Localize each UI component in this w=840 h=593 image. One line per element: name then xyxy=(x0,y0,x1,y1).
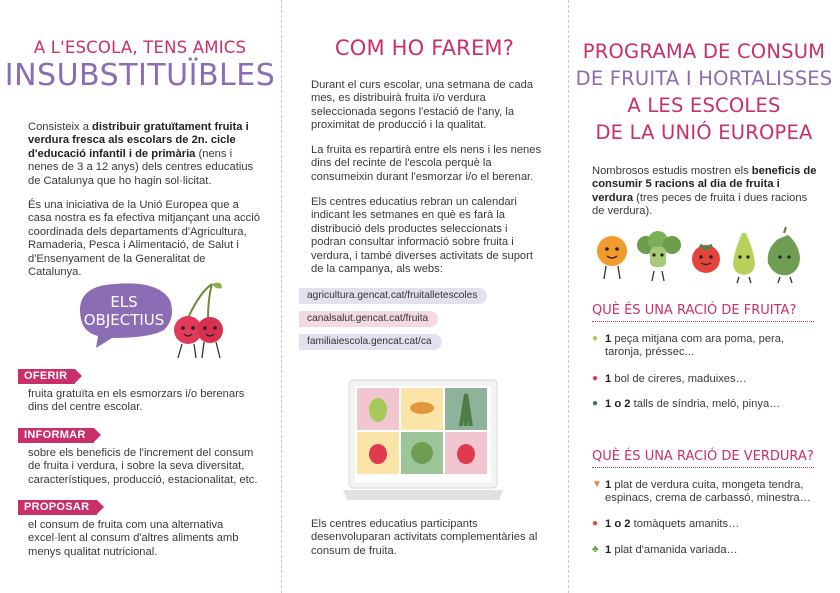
orange-character-icon xyxy=(597,236,627,279)
distribution-paragraph: Durant el curs escolar, una setmana de cada mes, es distribuirà fruita i/o verdura seleccionada segons l'estació de l'any, la proximitat de producció i la qualitat. xyxy=(311,79,534,132)
vegetables-illustration xyxy=(588,225,820,285)
school-paragraph: La fruita es repartirà entre els nens i les nenes dins del recinte de l'escola perquè la consumeixin durant l'esmorzar i/o el berenar. xyxy=(311,144,542,183)
title-line: PROGRAMA DE CONSUM xyxy=(582,40,826,63)
panel-title: INSUBSTITUÏBLES xyxy=(4,58,276,93)
middle-panel xyxy=(281,0,568,593)
heading-underline xyxy=(592,321,814,322)
title-line: A LES ESCOLES xyxy=(627,94,781,117)
web-link[interactable]: familiaiescola.gencat.cat/ca xyxy=(299,334,442,350)
laptop-illustration xyxy=(343,378,503,508)
bubble-line-1: ELS xyxy=(110,293,138,311)
broccoli-character-icon xyxy=(637,231,681,281)
broccoli-icon: ♣ xyxy=(592,544,599,555)
panel-subtitle: A L'ESCOLA, TENS AMICS xyxy=(33,38,247,57)
heading-underline xyxy=(592,467,814,468)
panel-title: COM HO FAREM? xyxy=(334,36,515,60)
carrot-icon xyxy=(410,402,434,414)
activities-paragraph: Els centres educatius participants desenvoluparan activitats complementàries al consum de fruita. xyxy=(311,518,538,557)
strawberry-icon xyxy=(369,444,387,464)
objective-tag-oferir: OFERIR xyxy=(18,369,75,384)
objective-tag-proposar: PROPOSAR xyxy=(18,500,97,515)
objective-text: el consum de fruita com una alternativa excel·lent al consum d'altres aliments amb menys qualitat nutricional. xyxy=(28,519,239,558)
right-panel: PROGRAMA DE CONSUM DE FRUITA I HORTALISSES A LES ESCOLES DE LA UNIÓ EUROPEA Nombrosos estudis mostren els beneficis de consumir 5 racions al dia de fruita i verdura (tres peces de fruita i dues racions de verdura). QUÈ ÉS UNA RACIÓ DE FRUITA? ● 1 peça mitjana com ara poma, pera, taronja, préssec... ● 1 bol de cireres, maduixes… ● 1 o 2 talls de síndria, meló, pinya… QUÈ ÉS UNA RACIÓ DE VERDURA? ▼ 1 plat de verdura cuita, mongeta tendra, espinacs, crema de carbassó, minestra… ● 1 o 2 tomàquets amanits… ♣ 1 plat d'amanida variada… xyxy=(568,0,840,593)
objective-text: sobre els beneficis de l'increment del consum de fruita i verdura, i sobre la seva diversitat, característiques, producció, estacionalitat, etc. xyxy=(28,447,258,486)
intro-paragraph: Consisteix a distribuir gratuïtament fruita i verdura fresca als escolars de 2n. cicle d'educació infantil i de primària (nens i nenes de 3 a 12 anys) dels centres educatius de Catalunya que ho hagin sol·licitat. xyxy=(28,121,254,187)
strawberry-icon: ● xyxy=(592,373,599,384)
title-line: DE LA UNIÓ EUROPEA xyxy=(595,121,813,144)
web-link[interactable]: agricultura.gencat.cat/fruitalletescoles xyxy=(299,288,487,304)
laptop-base xyxy=(343,490,503,500)
title-line: DE FRUITA I HORTALISSES xyxy=(575,67,833,90)
cherries-icon xyxy=(174,283,223,358)
web-link[interactable]: canalsalut.gencat.cat/fruita xyxy=(299,311,438,327)
eu-initiative-paragraph: És una iniciativa de la Unió Europea que a casa nostra es fa efectiva mitjançant una acció coordinada dels departaments d'Agricultura, Ramaderia, Pesca i Alimentació, de Salut i d'Ensenyament de la Generalitat de Catalunya. xyxy=(28,199,260,279)
carrot-icon: ▼ xyxy=(592,479,602,490)
bubble-line-2: OBJECTIUS xyxy=(83,311,165,329)
tomato-icon: ● xyxy=(592,518,599,529)
artichoke-character-icon xyxy=(768,227,800,283)
melon-icon: ● xyxy=(592,398,599,409)
programme-title xyxy=(568,38,840,146)
objective-tag-informar: INFORMAR xyxy=(18,428,94,443)
benefits-paragraph: Nombrosos estudis mostren els beneficis de consumir 5 racions al dia de fruita i verdura (tres peces de fruita i dues racions de verdura). xyxy=(592,165,817,218)
vegetable-portion-heading: QUÈ ÉS UNA RACIÓ DE VERDURA? xyxy=(592,449,814,464)
artichoke-icon xyxy=(411,442,433,464)
objective-text: fruita gratuïta en els esmorzars i/o berenars dins del centre escolar. xyxy=(28,388,245,414)
pear-character-icon xyxy=(733,233,755,283)
tomato-character-icon xyxy=(692,245,720,273)
strawberry-icon xyxy=(457,444,475,464)
pear-icon xyxy=(369,398,387,422)
fruit-portion-heading: QUÈ ÉS UNA RACIÓ DE FRUITA? xyxy=(592,303,797,318)
calendar-paragraph: Els centres educatius rebran un calendari indicant les setmanes en què es farà la distribució dels productes seleccionats i podran consultar informació sobre fruita i verdura, i també diverses activitats de suport de la campanya, als webs: xyxy=(311,196,533,276)
objectives-illustration xyxy=(72,278,232,368)
pear-icon: ● xyxy=(592,333,599,344)
left-panel xyxy=(0,0,280,593)
